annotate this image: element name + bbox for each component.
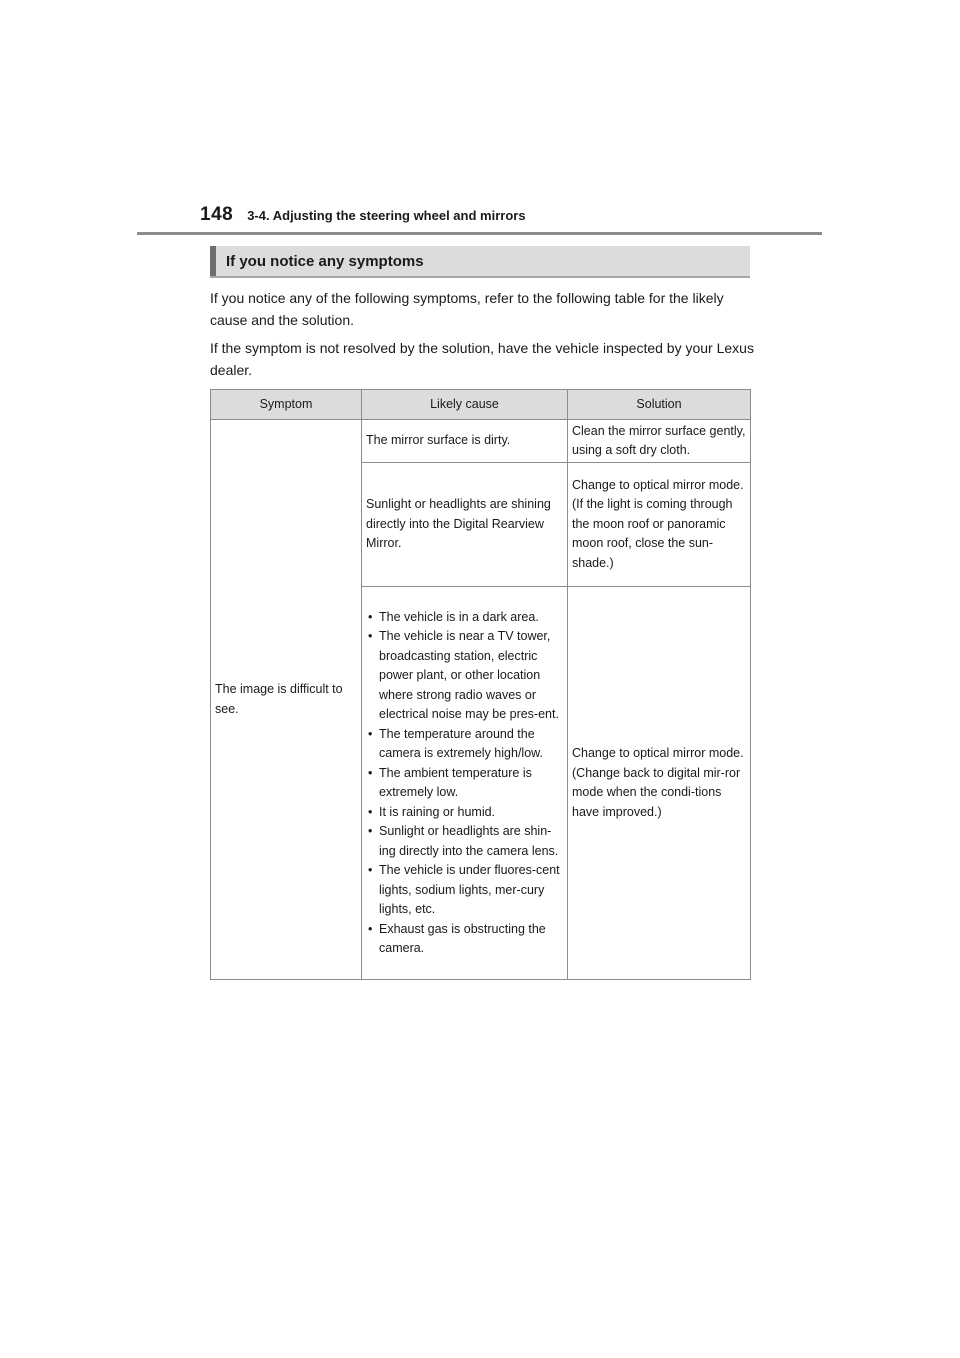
symptom-table [210, 389, 751, 980]
symptom-cell: The image is difficult to see. [211, 420, 362, 980]
cause-cell: Sunlight or headlights are shining directly into the Digital Rearview Mirror. [362, 463, 568, 587]
table-header-row [211, 390, 751, 420]
table-row [211, 420, 751, 463]
solution-cell: Change to optical mirror mode. (If the light is coming through the moon roof or panoramic moon roof, close the sun-shade.) [568, 463, 751, 587]
list-item: • The vehicle is near a TV tower, broadcasting station, electric power plant, or other location where strong radio waves or electrical noise may be pres-ent. [366, 627, 563, 725]
list-item: • The vehicle is under fluores-cent lights, sodium lights, mer-cury lights, etc. [366, 861, 563, 920]
heading-accent-bar [210, 246, 216, 276]
cause-cell: The mirror surface is dirty. [362, 420, 568, 463]
solution-cell: Change to optical mirror mode. (Change back to digital mir-ror mode when the condi-tions have improved.) [568, 587, 751, 980]
list-item: • The ambient temperature is extremely low. [366, 764, 563, 803]
intro-paragraph-2: If the symptom is not resolved by the solution, have the vehicle inspected by your Lexus dealer. [210, 340, 754, 378]
list-item: • Exhaust gas is obstructing the camera. [366, 920, 563, 959]
column-header-symptom: Symptom [211, 390, 362, 420]
list-item: • It is raining or humid. [366, 803, 563, 823]
column-header-likely-cause: Likely cause [362, 390, 568, 420]
list-item: • Sunlight or headlights are shin-ing directly into the camera lens. [366, 822, 563, 861]
cause-list-cell [362, 587, 568, 980]
subsection-heading [210, 246, 750, 278]
cause-list [366, 608, 563, 959]
header-divider [137, 232, 822, 235]
page-number: 148 [200, 204, 234, 225]
list-item: • The temperature around the camera is extremely high/low. [366, 725, 563, 764]
column-header-solution: Solution [568, 390, 751, 420]
solution-cell: Clean the mirror surface gently, using a soft dry cloth. [568, 420, 751, 463]
page-header [200, 204, 526, 226]
list-item: • The vehicle is in a dark area. [366, 608, 563, 628]
section-title: 3-4. Adjusting the steering wheel and mirrors [247, 208, 526, 223]
intro-paragraph-1: If you notice any of the following symptoms, refer to the following table for the likely cause and the solution. [210, 290, 724, 328]
subsection-title: If you notice any symptoms [226, 253, 424, 270]
